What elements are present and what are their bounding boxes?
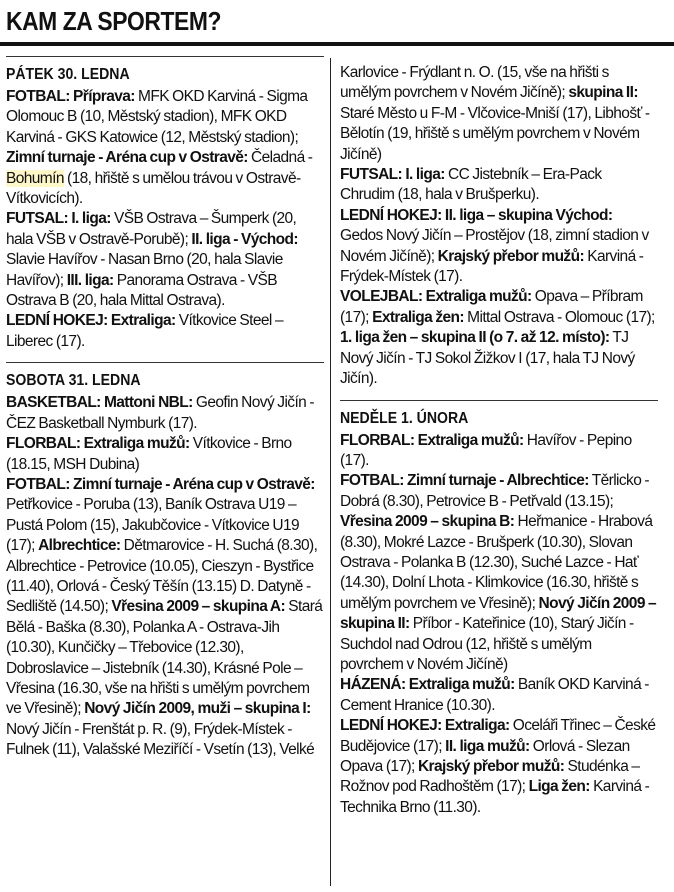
listing-paragraph [340, 206, 658, 288]
listing-text: Nový Jičín - Frenštát p. R. (9), Frýdek-Místek - Fulnek (11), Valašské Meziříčí - Vsetín (13), Velké [6, 720, 315, 759]
listing-category: Extraliga mužů: [417, 431, 524, 449]
listing-category: Krajský přebor mužů: [417, 758, 565, 775]
sunday-section [340, 400, 658, 819]
listing-category: Zimní turnaje - Aréna cup v Ostravě: [6, 149, 248, 167]
listing-text: Čeladná - [247, 149, 313, 167]
right-column [340, 63, 658, 818]
listing-category: Liga žen: [528, 778, 590, 796]
listing-category: 1. liga žen – skupina II (o 7. až 12. místo): [340, 329, 610, 347]
listing-category: Vřesina 2009 – skupina B: [340, 513, 515, 531]
listing-text: Těrlicko - Dobrá (8.30), Petrovice B - Petřvald (13.15); [340, 472, 649, 510]
listing-category: LEDNÍ HOKEJ: [340, 206, 442, 224]
listing-paragraph [6, 475, 324, 761]
listing-text: CC Jistebník – Era-Pack Chrudim (18, hala v Brušperku). [340, 166, 602, 204]
listing-paragraph [6, 87, 324, 209]
listing-category: FOTBAL: [6, 475, 70, 493]
listing-paragraph [340, 63, 658, 165]
listing-category: FLORBAL: [6, 435, 81, 453]
listing-category: VOLEJBAL: [340, 288, 423, 306]
listing-paragraph [6, 311, 324, 352]
listing-category: FLORBAL: [340, 431, 415, 449]
listing-category: Příprava: [73, 88, 135, 105]
listing-text: TJ Nový Jičín - TJ Sokol Žižkov I (17, hala TJ Nový Jičín). [340, 329, 635, 388]
section-rule [6, 56, 324, 57]
sunday-listings [340, 431, 658, 819]
listing-paragraph [6, 393, 324, 434]
listing-text: Mittal Ostrava - Olomouc (17); [463, 308, 655, 326]
listing-text: Gedos Nový Jičín – Prostějov (18, zimní stadion v Novém Jičíně); [340, 227, 649, 265]
listing-text: Vítkovice - Brno (18.15, MSH Dubina) [6, 435, 292, 473]
listing-category: Zimní turnaje - Albrechtice: [407, 472, 589, 490]
section-rule [6, 362, 324, 363]
listing-category: FOTBAL: [340, 472, 404, 490]
listing-category: BASKETBAL: [6, 394, 101, 412]
listing-text: Slavie Havířov - Nasan Brno (20, hala Slavie Havířov); [6, 251, 283, 289]
listing-category: I. liga: [71, 210, 111, 228]
listing-category: III. liga: [66, 271, 114, 289]
listing-paragraph [340, 165, 658, 206]
section-rule [340, 400, 658, 401]
listing-text: Heřmanice - Hrabová (8.30), Mokré Lazce - Brušperk (10.30), Slovan Ostrava - Polanka B (12.30), Suché Lazce - Hať (14.30), Dolní Lhota - Klimkovice (16.30, hřiště s umělým povrchem ve Vřesině); [340, 513, 653, 612]
listing-category: Nový Jičín 2009, muži – skupina I: [84, 700, 311, 718]
saturday-continued-section [340, 63, 658, 390]
listing-text: (18, hřiště s umělou trávou v Ostravě-Vítkovicích). [6, 169, 301, 208]
listing-category: HÁZENÁ: [340, 676, 406, 694]
listing-text: Geofin Nový Jičín - ČEZ Basketball Nymburk (17). [6, 394, 314, 432]
listing-text: VŠB Ostrava – Šumperk (20, hala VŠB v Ostravě-Porubě); [6, 210, 297, 248]
listing-text: Stará Bělá - Baška (8.30), Polanka A - Ostrava-Jih (10.30), Kunčičky – Třebovice (12.30), Dobroslavice – Jistebník (14.30), Krásné Pole – Vřesina (16.30, vše na hřišti s umělým povrchem ve Vřesině); [6, 598, 323, 718]
title-rule [0, 42, 674, 46]
listing-category: Extraliga mužů: [83, 435, 190, 453]
listing-paragraph [340, 431, 658, 472]
listing-text: Petřkovice - Poruba (13), Baník Ostrava U19 – Pustá Polom (15), Jakubčovice - Vítkovice U19 (17); [6, 496, 300, 555]
listing-category: Krajský přebor mužů: [437, 247, 585, 265]
saturday-section [6, 362, 324, 760]
listing-category: Mattoni NBL: [103, 394, 193, 412]
listing-category: LEDNÍ HOKEJ: [340, 717, 442, 735]
listing-text: Havířov - Pepino (17). [340, 431, 632, 469]
saturday-listings [6, 393, 324, 760]
listing-category: II. liga mužů: [445, 737, 530, 755]
saturday-continued-listings [340, 63, 658, 390]
listing-text: Karviná - Frýdek-Místek (17). [340, 247, 644, 286]
listing-category: II. liga – skupina Východ: [444, 206, 613, 224]
listing-text: Opava – Příbram (17); [340, 288, 643, 326]
listing-category: FOTBAL: [6, 88, 70, 105]
listing-text: Panorama Ostrava - VŠB Ostrava B (20, hala Mittal Ostrava). [6, 271, 277, 310]
friday-section [6, 56, 324, 352]
listing-paragraph [6, 209, 324, 311]
listing-category: II. liga - Východ: [191, 230, 298, 248]
listing-text: Studénka – Rožnov pod Radhoštěm (17); [340, 758, 640, 796]
listing-category: I. liga: [405, 166, 445, 184]
listing-text: Příbor - Kateřinice (10), Starý Jičín - Suchdol nad Odrou (12, hřiště s umělým povrchem v Novém Jičíně) [340, 615, 634, 673]
day-heading-saturday: SOBOTA 31. LEDNA [6, 372, 141, 390]
listing-text: Karlovice - Frýdlant n. O. (15, vše na hřišti s umělým povrchem v Novém Jičíně); [340, 64, 609, 102]
listing-category: Nový Jičín 2009 – skupina II: [340, 594, 657, 633]
column-separator [330, 58, 331, 886]
listing-text: MFK OKD Karviná - Sigma Olomouc B (10, Městský stadion), MFK OKD Karviná - GKS Katowice (12, Městský stadion); [6, 88, 308, 146]
listing-text: Vítkovice Steel – Liberec (17). [6, 312, 283, 350]
page-title: KAM ZA SPORTEM? [6, 6, 221, 36]
listing-paragraph [340, 675, 658, 716]
listing-category: Extraliga: [110, 312, 176, 330]
listing-text: Orlová - Slezan Opava (17); [340, 737, 630, 775]
listing-text: Dětmarovice - H. Suchá (8.30), Albrechtice - Petrovice (10.05), Cieszyn - Bystřice (11.40), Orlová - Český Těšín (13.15) D. Datyně - Sedliště (14.50); [6, 537, 318, 616]
friday-listings [6, 87, 324, 352]
day-heading-sunday: NEDĚLE 1. ÚNORA [340, 409, 469, 427]
listing-category: FUTSAL: [340, 166, 403, 184]
listing-text: Oceláři Třinec – České Budějovice (17); [340, 717, 656, 755]
listing-text: Baník OKD Karviná - Cement Hranice (10.30). [340, 676, 649, 714]
day-heading-friday: PÁTEK 30. LEDNA [6, 66, 130, 83]
listing-category: Extraliga mužů: [408, 676, 515, 694]
listing-category: Extraliga žen: [372, 308, 464, 326]
listing-category: Vřesina 2009 – skupina A: [111, 598, 286, 616]
listing-category: Albrechtice: [38, 537, 121, 555]
listing-category: LEDNÍ HOKEJ: [6, 312, 108, 330]
listing-paragraph [340, 471, 658, 675]
listing-category: skupina II: [568, 84, 638, 102]
listing-paragraph [340, 716, 658, 818]
listing-paragraph [6, 434, 324, 475]
listing-category: FUTSAL: [6, 210, 69, 228]
listing-category: Zimní turnaje - Aréna cup v Ostravě: [73, 475, 315, 493]
listing-paragraph [340, 287, 658, 389]
listing-category: Extraliga: [444, 717, 510, 735]
listing-text: Staré Město u F-M - Vlčovice-Mniší (17), Libhošť - Bělotín (19, hřiště s umělým povrchem v Novém Jičíně) [340, 104, 650, 163]
left-column [6, 56, 324, 761]
listing-text: Bohumín [6, 169, 64, 187]
listing-text: Karviná - Technika Brno (11.30). [340, 778, 650, 816]
listing-category: Extraliga mužů: [425, 288, 532, 306]
